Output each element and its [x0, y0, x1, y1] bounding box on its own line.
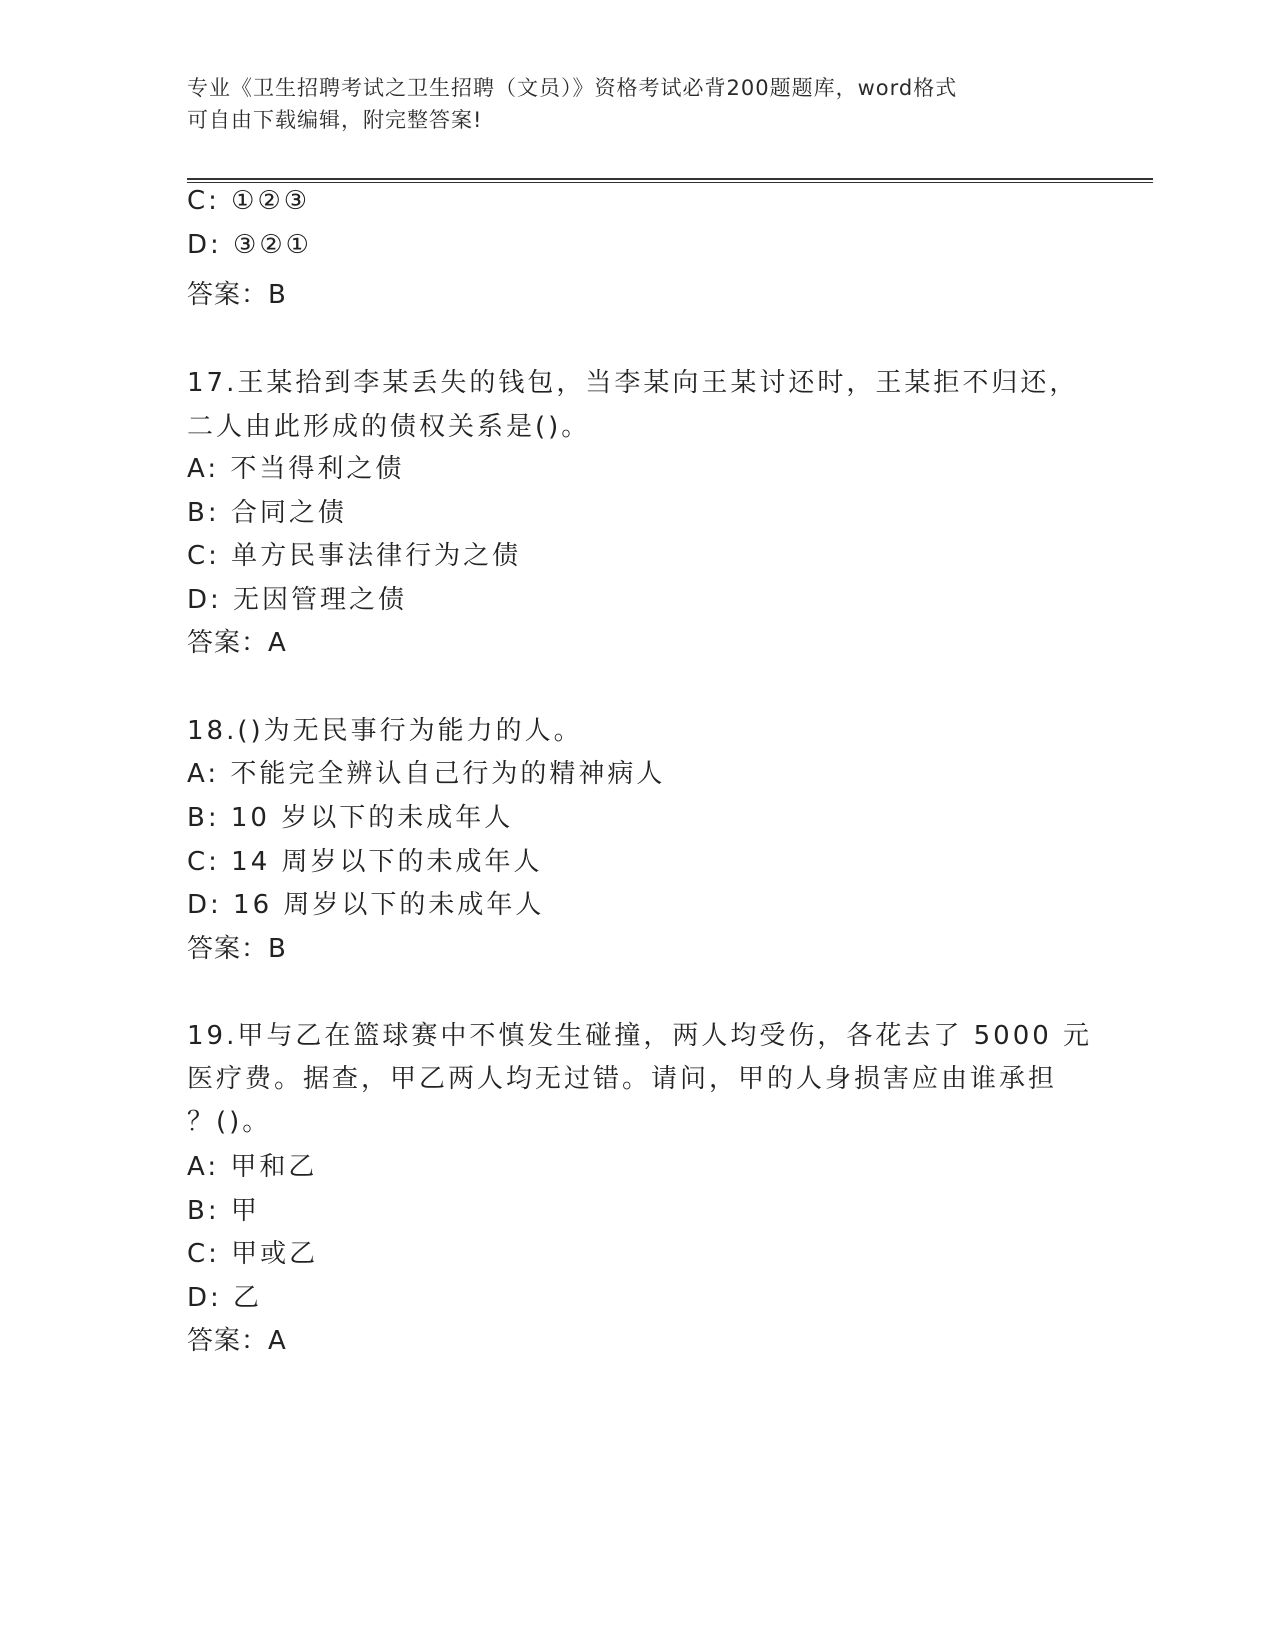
- q18-answer: 答案：B: [187, 934, 287, 964]
- q17-option-a: A: 不当得利之债: [187, 454, 405, 484]
- q19-answer: 答案：A: [187, 1326, 287, 1356]
- q17-option-c: C: 单方民事法律行为之债: [187, 541, 522, 571]
- q19-option-c: C: 甲或乙: [187, 1239, 319, 1269]
- q17-option-d: D: 无因管理之债: [187, 585, 408, 615]
- q19-option-a: A: 甲和乙: [187, 1152, 318, 1182]
- q19-option-b: B: 甲: [187, 1196, 260, 1226]
- q17-stem-line-1: 17.王某拾到李某丢失的钱包，当李某向王某讨还时，王某拒不归还，: [187, 368, 1079, 398]
- q17-option-b: B: 合同之债: [187, 498, 347, 528]
- q17-stem-line-2: 二人由此形成的债权关系是()。: [187, 412, 591, 442]
- header-title-line-1: 专业《卫生招聘考试之卫生招聘（文员）》资格考试必背200题题库，word格式: [187, 76, 958, 100]
- q18-option-d: D: 16 周岁以下的未成年人: [187, 890, 545, 920]
- q19-stem-line-3: ？()。: [187, 1107, 272, 1137]
- q19-option-d: D: 乙: [187, 1283, 263, 1313]
- q18-option-a: A: 不能完全辨认自己行为的精神病人: [187, 759, 666, 789]
- prev-answer: 答案：B: [187, 280, 287, 310]
- q19-stem-line-2: 医疗费。据查，甲乙两人均无过错。请问，甲的人身损害应由谁承担: [187, 1064, 1058, 1094]
- q19-stem-line-1: 19.甲与乙在篮球赛中不慎发生碰撞，两人均受伤，各花去了 5000 元: [187, 1021, 1093, 1051]
- prev-option-d: D: ③②①: [187, 230, 312, 260]
- header-title-line-2: 可自由下载编辑，附完整答案!: [187, 108, 483, 132]
- q17-answer: 答案：A: [187, 628, 287, 658]
- header-divider-thick: [187, 178, 1153, 180]
- prev-option-c: C: ①②③: [187, 186, 311, 216]
- q18-option-c: C: 14 周岁以下的未成年人: [187, 847, 543, 877]
- document-header: [187, 72, 1067, 136]
- header-divider-thin: [187, 182, 1153, 183]
- q18-option-b: B: 10 岁以下的未成年人: [187, 803, 514, 833]
- q18-stem: 18.()为无民事行为能力的人。: [187, 716, 583, 746]
